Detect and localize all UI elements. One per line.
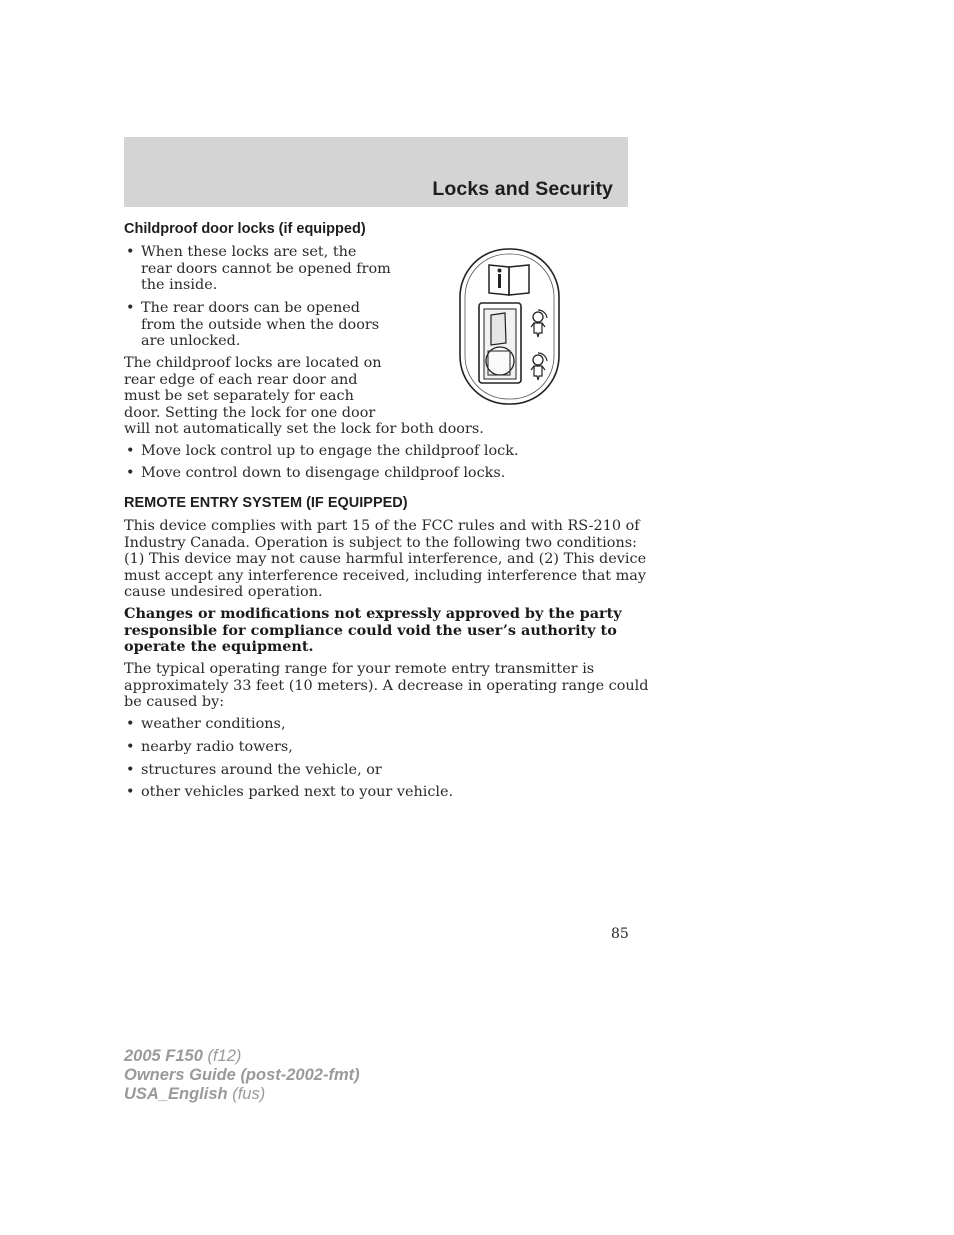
paragraph-line: operate the equipment. [124,638,314,655]
childproof-lock-illustration [458,247,562,407]
list-item-text: structures around the vehicle, or [141,762,382,778]
paragraph-line: Industry Canada. Operation is subject to the following two conditions: [124,534,637,551]
list-item-text: Move control down to disengage childproof locks. [141,465,506,481]
paragraph-line: responsible for compliance could void the user’s authority to [124,621,617,639]
paragraph-line: be caused by: [124,694,225,710]
fcc-paragraph [124,518,646,601]
paragraph-line: door. Setting the lock for one door [124,404,376,421]
paragraph-line: must be set separately for each [124,388,354,404]
section-title: Locks and Security [432,178,613,200]
childproof-paragraph [124,355,484,438]
remote-entry-heading: REMOTE ENTRY SYSTEM (IF EQUIPPED) [124,495,408,511]
footer-code: (f12) [202,1047,242,1065]
footer-language: USA_English [124,1085,228,1103]
paragraph-line: (1) This device may not cause harmful interference, and (2) This device [124,551,647,567]
paragraph-line: approximately 33 feet (10 meters). A decrease in operating range could [124,677,649,694]
footer-language-code: (fus) [227,1085,266,1103]
paragraph-line: will not automatically set the lock for both doors. [124,421,484,437]
list-item-line: rear doors cannot be opened from [141,260,391,277]
document-footer [124,1047,360,1104]
list-item-line: from the outside when the doors [141,316,380,333]
section-header [124,137,628,207]
footer-model: 2005 F150 [124,1047,203,1065]
footer-guide: Owners Guide (post-2002-fmt) [124,1066,360,1084]
paragraph-line: This device complies with part 15 of the FCC rules and with RS-210 of [124,518,640,534]
footer-line [124,1085,360,1104]
list-item-text: weather conditions, [141,716,286,732]
range-paragraph [124,661,648,711]
lock-lever-icon [479,303,521,383]
list-item-line: The rear doors can be opened [141,300,360,316]
warning-paragraph [124,606,622,656]
childproof-heading: Childproof door locks (if equipped) [124,221,366,237]
page-number: 85 [611,926,629,942]
list-item-text: Move lock control up to engage the childproof lock. [141,443,519,459]
list-item-line: are unlocked. [141,333,241,349]
paragraph-line: The typical operating range for your remote entry transmitter is [124,661,595,677]
paragraph-line: Changes or modifications not expressly approved by the party [124,605,622,622]
paragraph-line: must accept any interference received, including interference that may [124,567,646,584]
list-item-line: When these locks are set, the [141,244,357,260]
list-item-text: other vehicles parked next to your vehicle. [141,784,454,800]
footer-line [124,1066,360,1085]
paragraph-line: rear edge of each rear door and [124,371,358,388]
paragraph-line: cause undesired operation. [124,584,323,600]
list-item-text: nearby radio towers, [141,739,293,755]
paragraph-line: The childproof locks are located on [124,355,382,371]
footer-line [124,1047,360,1066]
list-item-line: the inside. [141,277,218,293]
